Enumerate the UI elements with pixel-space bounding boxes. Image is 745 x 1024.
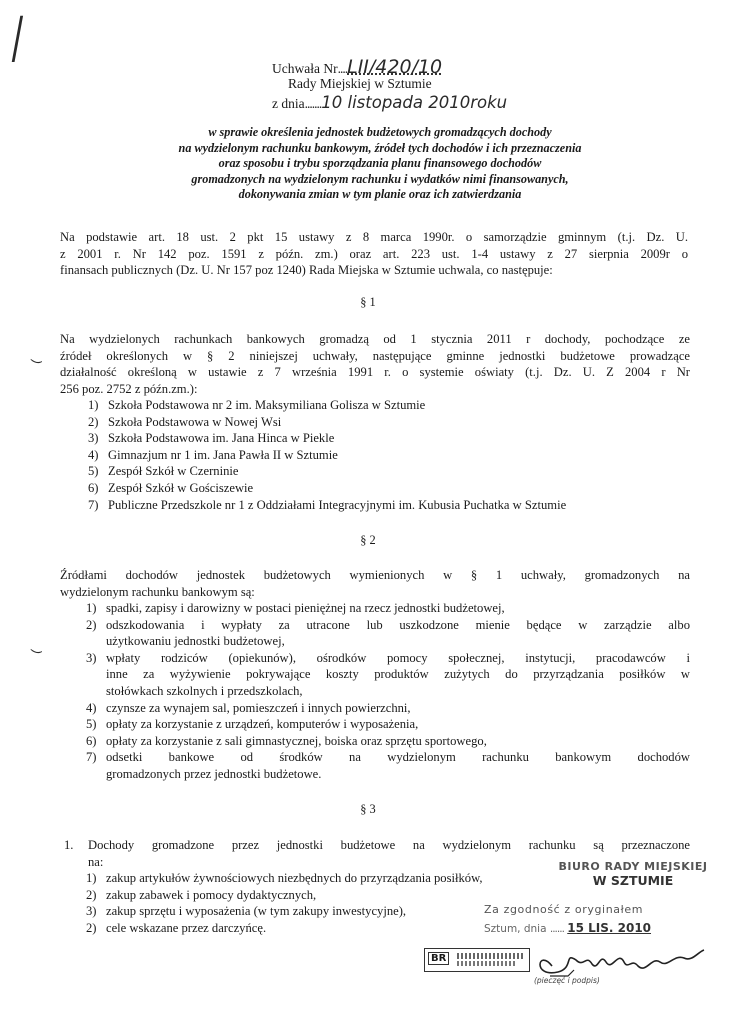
list-item: 2) zakup zabawek i pomocy dydaktycznych,	[86, 887, 317, 902]
resolution-header: Uchwała Nr....LII/420/10 Rady Miejskiej w Sztumie z dnia.......10 listopada 2010roku	[272, 56, 572, 112]
list-item: 1) Szkoła Podstawowa nr 2 im. Maksymiliana Golisza w Sztumie	[88, 398, 426, 412]
council-name: Rady Miejskiej w Sztumie	[288, 76, 432, 91]
margin-stroke: /	[11, 6, 24, 71]
section-2-line: Źródłami dochodów jednostek budżetowych wymienionych w § 1 uchwały, gromadzonych na	[60, 568, 690, 582]
section-1-text	[60, 331, 690, 397]
preamble-line: Na podstawie art. 18 ust. 2 pkt 15 ustawy z 8 marca 1990r. o samorządzie gminnym (t.j. Dz. U.	[60, 230, 688, 244]
signature-stroke	[540, 950, 704, 973]
preamble	[60, 229, 688, 279]
list-item: 5) opłaty za korzystanie z urządzeń, komputerów i wyposażenia,	[86, 717, 419, 732]
resolution-subject	[100, 125, 660, 203]
resolution-number-label: Uchwała Nr	[272, 61, 338, 76]
list-item: 4) czynsze za wynajem sal, pomieszczeń i innych powierzchni,	[86, 700, 411, 715]
date-label: z dnia	[272, 96, 305, 111]
resolution-number: LII/420/10	[347, 56, 443, 78]
stamp-office-line1: BIURO RADY MIEJSKIEJ	[558, 860, 708, 873]
section-1-line: źródeł określonych w § 2 niniejszej uchwały, następujące gminne jednostki budżetowe prowadzące	[60, 348, 690, 363]
preamble-line: finansach publicznych (Dz. U. Nr 157 poz 1240) Rada Miejska w Sztumie uchwala, co następuje:	[60, 263, 553, 278]
subject-line: na wydzielonym rachunku bankowym, źródeł tych dochodów i ich przeznaczenia	[178, 140, 582, 155]
section-1-line: działalność określoną w ustawie z 7 września 1991 r. o systemie oświaty (t.j. Dz. U. Z 2004 r Nr	[60, 365, 690, 380]
stamp-date-label: Sztum, dnia	[484, 923, 547, 935]
margin-tick: )	[29, 649, 44, 655]
list-item: 5) Zespół Szkół w Czerninie	[88, 464, 239, 479]
section-2-heading: § 2	[360, 533, 376, 547]
section-3-point-1: 1. Dochody gromadzone przez jednostki budżetowe na wydzielonym rachunku są przeznaczone na:	[64, 838, 690, 869]
subject-line: dokonywania zmian w tym planie oraz ich zatwierdzania	[238, 187, 522, 202]
income-sources-list	[86, 600, 690, 783]
stamp-box-code: BR	[428, 952, 449, 965]
list-item: 1) zakup artykułów żywnościowych niezbędnych do przyrządzania posiłków,	[86, 871, 483, 885]
list-item: 2) cele wskazane przez darczyńcę.	[86, 920, 267, 935]
school-list	[88, 397, 688, 513]
list-item: 7) Publiczne Przedszkole nr 1 z Oddziałami Integracyjnymi im. Kubusia Puchatka w Sztumie	[88, 497, 567, 512]
list-item: 6) opłaty za korzystanie z sali gimnastycznej, boiska oraz sprzętu sportowego,	[86, 733, 487, 748]
section-1-line: 256 poz. 2752 z późn.zm.):	[60, 381, 198, 396]
list-item: 2) Szkoła Podstawowa w Nowej Wsi	[88, 414, 282, 429]
section-3-heading: § 3	[360, 802, 376, 816]
allocation-list	[86, 870, 546, 936]
stamp-box	[424, 948, 530, 972]
stamp-date-row: Sztum, dnia ...... 15 LIS. 2010	[484, 921, 652, 935]
list-item: 3) Szkoła Podstawowa im. Jana Hinca w Piekle	[88, 431, 335, 446]
section-2-line: wydzielonym rachunku bankowym są:	[60, 584, 255, 599]
margin-tick: )	[29, 359, 44, 365]
list-item: 3) wpłaty rodziców (opiekunów), ośrodków pomocy społecznej, instytucji, pracodawców i inne za wyżywienie pokrywające koszty produktów zużytych do przyrządzania posiłków w stołówkach szkolnych i przedszkolach,	[86, 650, 690, 698]
section-2-text	[60, 567, 690, 600]
list-item: 7) odsetki bankowe od środków na wydzielonym rachunku bankowym dochodów gromadzonych przez jednostki budżetowe.	[86, 750, 690, 781]
preamble-line: z 2001 r. Nr 142 poz. 1591 z późn. zm.) oraz art. 223 ust. 1-4 ustawy z 27 sierpnia 2009r o	[60, 246, 688, 261]
office-stamp	[558, 860, 708, 888]
subject-line: oraz sposobu i trybu sporządzania planu finansowego dochodów	[218, 156, 542, 171]
resolution-date: 10 listopada 2010roku	[321, 93, 508, 112]
stamp-office-line2: W SZTUMIE	[592, 873, 674, 888]
signature-block	[424, 942, 704, 988]
signature-caption: (pieczęć i podpis)	[534, 976, 600, 985]
subject-line: w sprawie określenia jednostek budżetowych gromadzących dochody	[208, 125, 552, 139]
section-1-line: Na wydzielonych rachunkach bankowych gromadzą od 1 stycznia 2011 r dochody, pochodzące ze	[60, 332, 690, 346]
list-item: 6) Zespół Szkół w Gościszewie	[88, 480, 254, 495]
list-item: 2) odszkodowania i wypłaty za utracone lub uszkodzone mienie będące w zarządzie albo użytkowaniu jednostki budżetowej,	[86, 617, 690, 649]
list-item: 1) spadki, zapisy i darowizny w postaci pieniężnej na rzecz jednostki budżetowej,	[86, 601, 505, 615]
stamp-date-value: 15 LIS. 2010	[567, 921, 652, 935]
list-item: 4) Gimnazjum nr 1 im. Jana Pawła II w Sztumie	[88, 447, 338, 462]
subject-line: gromadzonych na wydzielonym rachunku i wydatków nimi finansowanych,	[191, 171, 569, 186]
conformity-stamp: Za zgodność z oryginałem	[484, 903, 644, 916]
list-item: 3) zakup sprzętu i wyposażenia (w tym zakupy inwestycyjne),	[86, 904, 407, 919]
section-1-heading: § 1	[360, 295, 376, 309]
